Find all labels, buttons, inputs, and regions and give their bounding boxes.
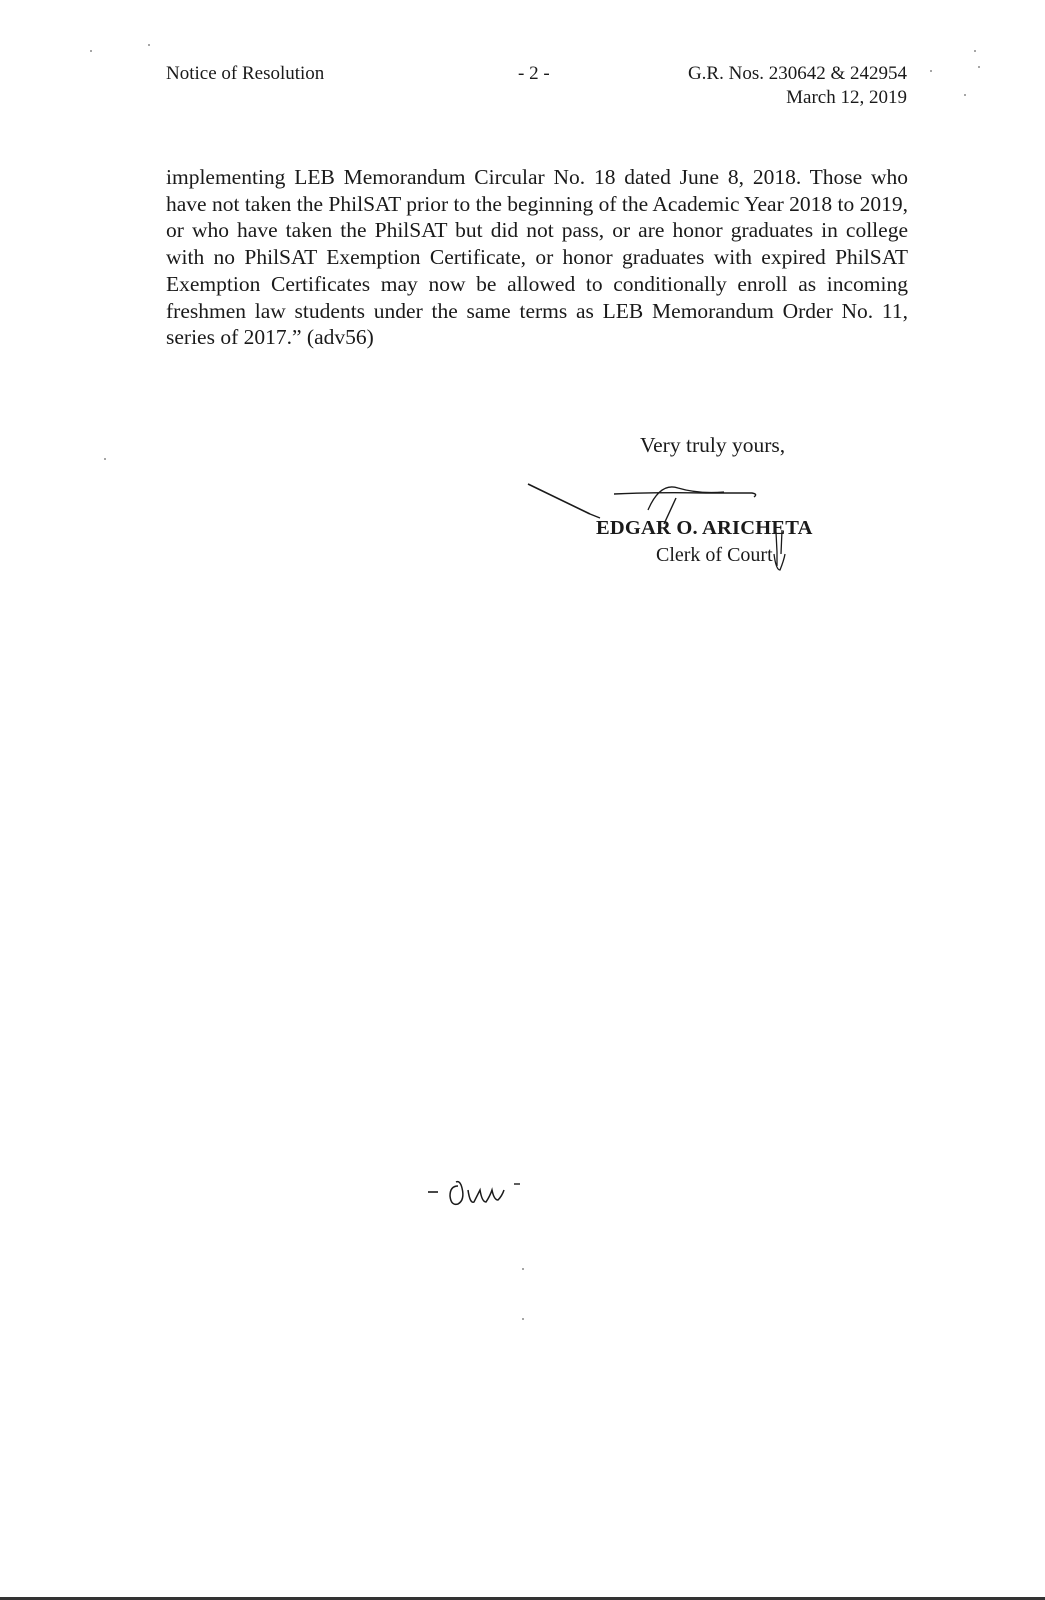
scan-speck bbox=[90, 50, 92, 52]
header-case-info bbox=[688, 62, 907, 110]
scan-speck bbox=[974, 50, 976, 52]
header-date: March 12, 2019 bbox=[786, 87, 907, 108]
scan-speck bbox=[930, 70, 932, 72]
scan-speck bbox=[522, 1318, 524, 1320]
signer-title: Clerk of Court bbox=[656, 544, 773, 566]
header-document-type: Notice of Resolution bbox=[166, 63, 325, 84]
header-page-number: - 2 - bbox=[518, 63, 550, 84]
resolution-paragraph: implementing LEB Memorandum Circular No. 18 dated June 8, 2018. Those who have not taken the PhilSAT prior to the beginning of the Academic Year 2018 to 2019, or who have taken the PhilSAT but did not pass, or are honor graduates in college with no PhilSAT Exemption Certificate, or honor graduates with expired PhilSAT Exemption Certificates may now be allowed to conditionally enroll as incoming freshmen law students under the same terms as LEB Memorandum Order No. 11, series of 2017.” (adv56) bbox=[166, 165, 908, 350]
complimentary-close: Very truly yours, bbox=[640, 433, 786, 457]
scan-speck bbox=[522, 1268, 524, 1270]
handwritten-mark bbox=[428, 1172, 538, 1212]
scan-speck bbox=[148, 44, 150, 46]
signer-name: EDGAR O. ARICHETA bbox=[596, 517, 813, 539]
header-case-numbers: G.R. Nos. 230642 & 242954 bbox=[687, 63, 907, 84]
scan-speck bbox=[964, 94, 966, 96]
scan-speck bbox=[978, 66, 980, 68]
scan-speck bbox=[104, 458, 106, 460]
